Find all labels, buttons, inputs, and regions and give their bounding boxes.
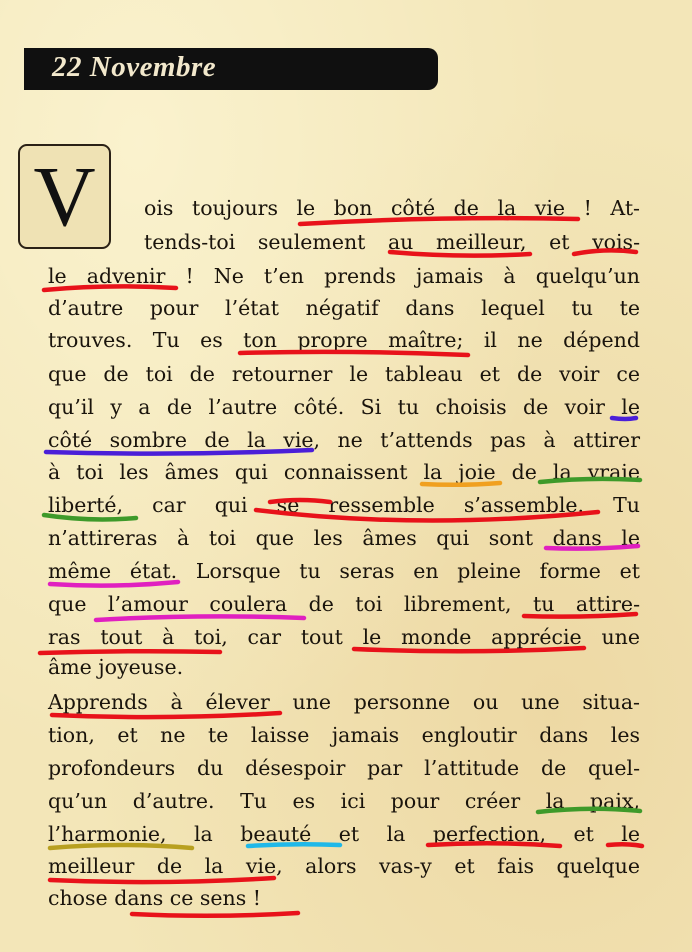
marker-underline <box>248 844 340 846</box>
marker-underline <box>540 479 640 482</box>
text-line: que l’amour coulera de toi librement, tu attire- <box>48 592 640 616</box>
marker-underline <box>390 252 530 256</box>
marker-underline <box>132 913 298 916</box>
text-line: qu’il y a de l’autre côté. Si tu choisis de voir le <box>48 395 640 419</box>
marker-underline <box>538 809 640 812</box>
text-line: Apprends à élever une personne ou une situa- <box>48 690 640 714</box>
marker-underline <box>270 500 330 502</box>
marker-underline <box>50 582 178 586</box>
text-line: à toi les âmes qui connaissent la joie de la vraie <box>48 460 640 484</box>
marker-underline <box>612 418 636 419</box>
marker-underline <box>50 845 192 848</box>
marker-underline <box>354 648 584 651</box>
marker-underline <box>52 713 280 717</box>
text-line: trouves. Tu es ton propre maître; il ne dépend <box>48 328 640 352</box>
text-line: qu’un d’autre. Tu es ici pour créer la paix, <box>48 789 640 813</box>
marker-underline <box>240 352 468 355</box>
text-line: chose dans ce sens ! <box>48 886 262 910</box>
drop-cap-letter: V <box>33 148 96 244</box>
text-line: d’autre pour l’état négatif dans lequel tu te <box>48 296 640 320</box>
marker-underline <box>608 844 642 846</box>
marker-underline <box>44 515 136 519</box>
marker-underline <box>50 878 274 882</box>
text-line: tion, et ne te laisse jamais engloutir dans les <box>48 723 640 747</box>
text-line: profondeurs du désespoir par l’attitude de quel- <box>48 756 640 780</box>
text-line: ois toujours le bon côté de la vie ! At- <box>144 196 640 220</box>
marker-underline <box>256 510 598 521</box>
text-line: n’attireras à toi que les âmes qui sont dans le <box>48 526 640 550</box>
text-line: âme joyeuse. <box>48 655 184 679</box>
text-line: l’harmonie, la beauté et la perfection, et le <box>48 822 640 846</box>
marker-underline <box>574 250 636 254</box>
marker-underline <box>428 843 560 846</box>
text-line: même état. Lorsque tu seras en pleine forme et <box>48 559 640 583</box>
marker-underline <box>300 218 578 224</box>
text-line: tends-toi seulement au meilleur, et vois- <box>144 230 640 254</box>
text-line: ras tout à toi, car tout le monde apprécie une <box>48 625 640 649</box>
text-line: côté sombre de la vie, ne t’attends pas à attirer <box>48 428 640 452</box>
date-title: 22 Novembre <box>52 51 217 83</box>
marker-underline <box>46 450 312 454</box>
marker-underline <box>40 651 220 653</box>
marker-underline <box>422 483 500 485</box>
text-line: liberté, car qui se ressemble s’assemble. Tu <box>48 493 640 517</box>
marker-underline <box>524 614 636 617</box>
marker-underline <box>546 546 638 549</box>
text-line: meilleur de la vie, alors vas-y et fais quelque <box>48 854 640 878</box>
text-line: que de toi de retourner le tableau et de voir ce <box>48 362 640 386</box>
marker-underline <box>96 616 304 620</box>
marker-underline <box>44 286 176 290</box>
text-line: le advenir ! Ne t’en prends jamais à quelqu’un <box>48 264 640 288</box>
